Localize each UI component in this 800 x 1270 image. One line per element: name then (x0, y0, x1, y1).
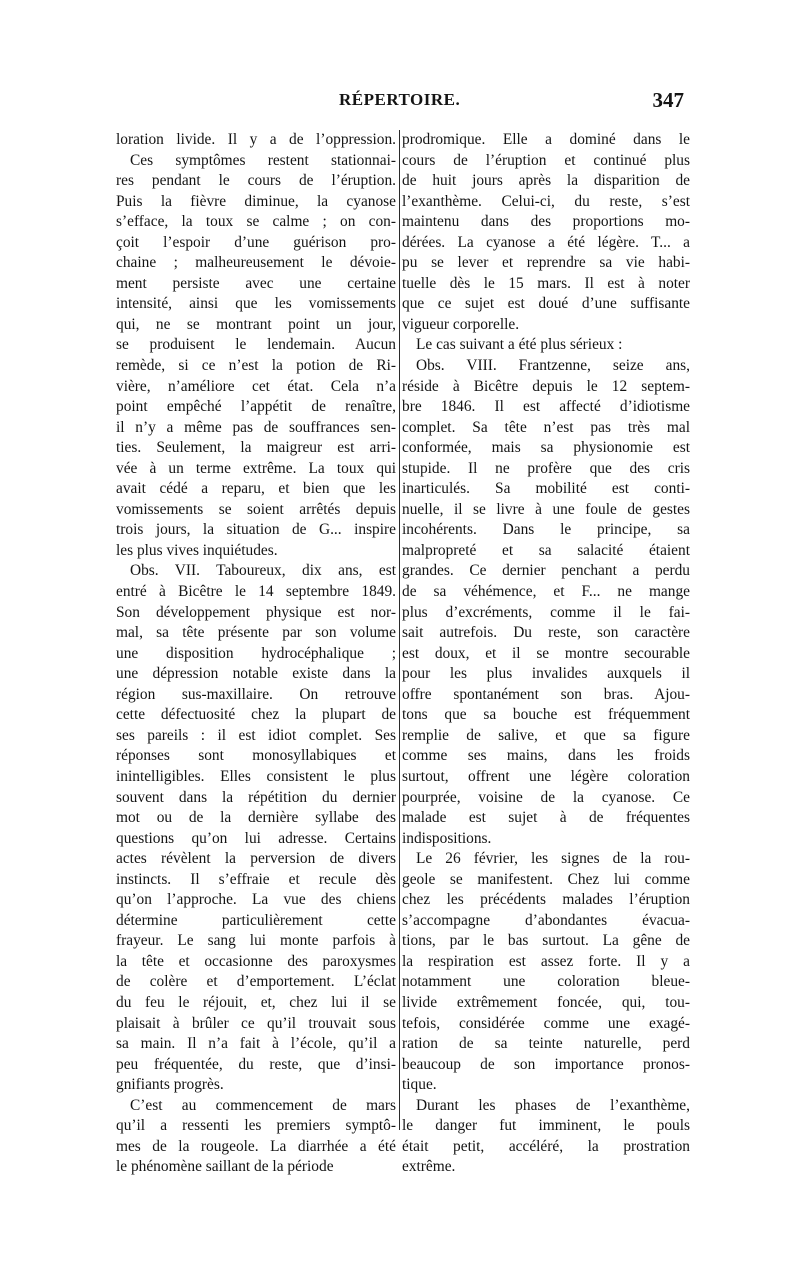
text-line: chez les précédents malades l’éruption (402, 891, 690, 909)
text-line: incohérents. Dans le principe, sa (402, 521, 690, 539)
text-line: vomissements se soient arrêtés depuis (116, 500, 396, 518)
right-column (402, 130, 690, 1178)
text-line: trois jours, la situation de G... inspire (116, 521, 396, 539)
text-line: conformée, mais sa physionomie est (402, 439, 690, 457)
text-line: bre 1846. Il est affecté d’idiotisme (402, 398, 690, 416)
text-line: loration livide. Il y a de l’oppression. (116, 131, 396, 148)
page-number: 347 (652, 88, 684, 112)
text-line: vigueur corporelle. (402, 315, 520, 333)
text-line: comme ses mains, dans les froids (402, 747, 690, 765)
text-line: instincts. Il s’effraie et recule dès (116, 870, 396, 888)
text-line: de colère et d’emportement. L’éclat (116, 973, 396, 991)
text-line: geole se manifestent. Chez lui comme (402, 870, 690, 888)
text-line: Obs. VII. Taboureux, dix ans, est (130, 562, 396, 580)
text-line: ration de sa teinte naturelle, perd (402, 1035, 690, 1053)
text-line: avait cédé a reparu, et bien que les (116, 480, 396, 498)
left-column (116, 130, 396, 1178)
text-line: de sa véhémence, et F... ne mange (402, 583, 690, 601)
text-line: ment persiste avec une certaine (116, 274, 396, 292)
text-line: chaine ; malheureusement le dévoie- (116, 254, 396, 272)
text-line: actes révèlent la perversion de divers (116, 850, 396, 868)
text-line: l’exanthème. Celui-ci, du reste, s’est (402, 192, 690, 210)
text-line: souvent dans la répétition du dernier (116, 788, 396, 806)
text-line: plaisait à brûler ce qu’il trouvait sous (116, 1014, 396, 1032)
text-line: du feu le réjouit, et, chez lui il se (116, 993, 396, 1011)
text-line: Ces symptômes restent stationnai- (130, 151, 396, 169)
text-line: inintelligibles. Elles consistent le plus (116, 767, 396, 785)
text-line: sait autrefois. Du reste, son caractère (402, 624, 690, 642)
text-line: qu’il a ressenti les premiers symptô- (116, 1117, 396, 1135)
text-line: livide extrêmement foncée, qui, tou- (402, 993, 690, 1011)
text-line: çoit l’espoir d’une guérison pro- (116, 233, 396, 251)
text-line: gnifiants progrès. (116, 1076, 224, 1094)
text-line: beaucoup de son importance pronos- (402, 1055, 690, 1073)
text-line: le danger fut imminent, le pouls (402, 1117, 690, 1135)
text-line: notamment une coloration bleue- (402, 973, 690, 991)
text-line: C’est au commencement de mars (130, 1096, 396, 1114)
text-line: malade est sujet à de fréquentes (402, 809, 690, 827)
text-line: la tête et occasionne des paroxysmes (116, 952, 396, 970)
text-line: stupide. Il ne profère que des cris (402, 459, 690, 477)
text-line: inarticulés. Sa mobilité est conti- (402, 480, 690, 498)
running-title: RÉPERTOIRE. (339, 90, 461, 109)
text-line: mot ou de la dernière syllabe des (116, 809, 396, 827)
text-line: tions, par le bas surtout. La gêne de (402, 932, 690, 950)
text-line: qu’on l’approche. La vue des chiens (116, 891, 396, 909)
text-line: se produisent le lendemain. Aucun (116, 336, 396, 354)
text-line: Son développement physique est nor- (116, 603, 396, 621)
text-line: pu se lever et reprendre sa vie habi- (402, 254, 690, 272)
text-line: tuelle dès le 15 mars. Il est à noter (402, 274, 690, 292)
text-line: détermine particulièrement cette (116, 911, 396, 929)
text-line: une dépression notable existe dans la (116, 665, 396, 683)
text-line: tons que sa bouche est fréquemment (402, 706, 690, 724)
text-line: nuelle, il se livre à une foule de gestes (402, 500, 690, 518)
text-line: mes de la rougeole. La diarrhée a été (116, 1137, 396, 1155)
text-line: vière, n’améliore cet état. Cela n’a (116, 377, 396, 395)
text-line: frayeur. Le sang lui monte parfois à (116, 932, 396, 950)
text-line: dérées. La cyanose a été légère. T... a (402, 233, 690, 251)
text-line: Le cas suivant a été plus sérieux : (416, 336, 623, 354)
text-line: surtout, offrent une légère coloration (402, 767, 690, 785)
text-line: région sus-maxillaire. On retrouve (116, 685, 396, 703)
text-line: Durant les phases de l’exanthème, (416, 1096, 690, 1114)
text-line: tique. (402, 1076, 437, 1094)
text-line: il n’y a même pas de souffrances sen- (116, 418, 396, 436)
text-line: remplie de salive, et que sa figure (402, 726, 690, 744)
text-line: que ce sujet est doué d’une suffisante (402, 295, 690, 313)
text-line: maintenu dans des proportions mo- (402, 213, 690, 231)
text-line: vée à un terme extrême. La toux qui (116, 459, 396, 477)
text-line: ses pareils : il est idiot complet. Ses (116, 726, 396, 744)
text-line: extrême. (402, 1158, 456, 1176)
text-line: Puis la fièvre diminue, la cyanose (116, 192, 396, 210)
text-line: point empêché l’appétit de renaître, (116, 398, 396, 416)
text-line: malpropreté et sa salacité étaient (402, 541, 690, 559)
text-line: remède, si ce n’est la potion de Ri- (116, 357, 396, 375)
text-line: questions qu’on lui adresse. Certains (116, 829, 396, 847)
text-line: grandes. Ce dernier penchant a perdu (402, 562, 690, 580)
text-line: prodromique. Elle a dominé dans le (402, 131, 690, 148)
text-line: sa main. Il n’a fait à l’école, qu’il a (116, 1035, 396, 1053)
text-line: s’accompagne d’abondantes évacua- (402, 911, 690, 929)
column-divider (399, 130, 400, 1130)
text-line: qui, ne se montrant point un jour, (116, 315, 396, 333)
text-line: offre spontanément son bras. Ajou- (402, 685, 690, 703)
text-line: peu fréquentée, du reste, que d’insi- (116, 1055, 396, 1073)
text-line: indispositions. (402, 829, 492, 847)
text-line: intensité, ainsi que les vomissements (116, 295, 396, 313)
text-line: ties. Seulement, la maigreur est arri- (116, 439, 396, 457)
text-line: entré à Bicêtre le 14 septembre 1849. (116, 583, 396, 601)
text-line: mal, sa tête présente par son volume (116, 624, 396, 642)
text-line: était petit, accéléré, la prostration (402, 1137, 690, 1155)
text-line: s’efface, la toux se calme ; on con- (116, 213, 396, 231)
text-line: réponses sont monosyllabiques et (116, 747, 396, 765)
text-line: la respiration est assez forte. Il y a (402, 952, 690, 970)
text-line: réside à Bicêtre depuis le 12 septem- (402, 377, 690, 395)
text-line: les plus vives inquiétudes. (116, 541, 278, 559)
text-line: Le 26 février, les signes de la rou- (416, 850, 690, 868)
text-line: de huit jours après la disparition de (402, 172, 690, 190)
text-line: Obs. VIII. Frantzenne, seize ans, (416, 357, 690, 375)
text-line: cours de l’éruption et continué plus (402, 151, 690, 169)
text-line: le phénomène saillant de la période (116, 1158, 334, 1176)
text-line: une disposition hydrocéphalique ; (116, 644, 396, 662)
text-line: plus d’excréments, comme il le fai- (402, 603, 690, 621)
text-line: complet. Sa tête n’est pas très mal (402, 418, 690, 436)
text-line: res pendant le cours de l’éruption. (116, 172, 396, 190)
text-line: est doux, et il se montre secourable (402, 644, 690, 662)
text-line: cette défectuosité chez la plupart de (116, 706, 396, 724)
text-line: pour les plus invalides auxquels il (402, 665, 690, 683)
running-header (116, 90, 692, 116)
text-line: tefois, considérée comme une exagé- (402, 1014, 690, 1032)
text-line: pourprée, voisine de la cyanose. Ce (402, 788, 690, 806)
